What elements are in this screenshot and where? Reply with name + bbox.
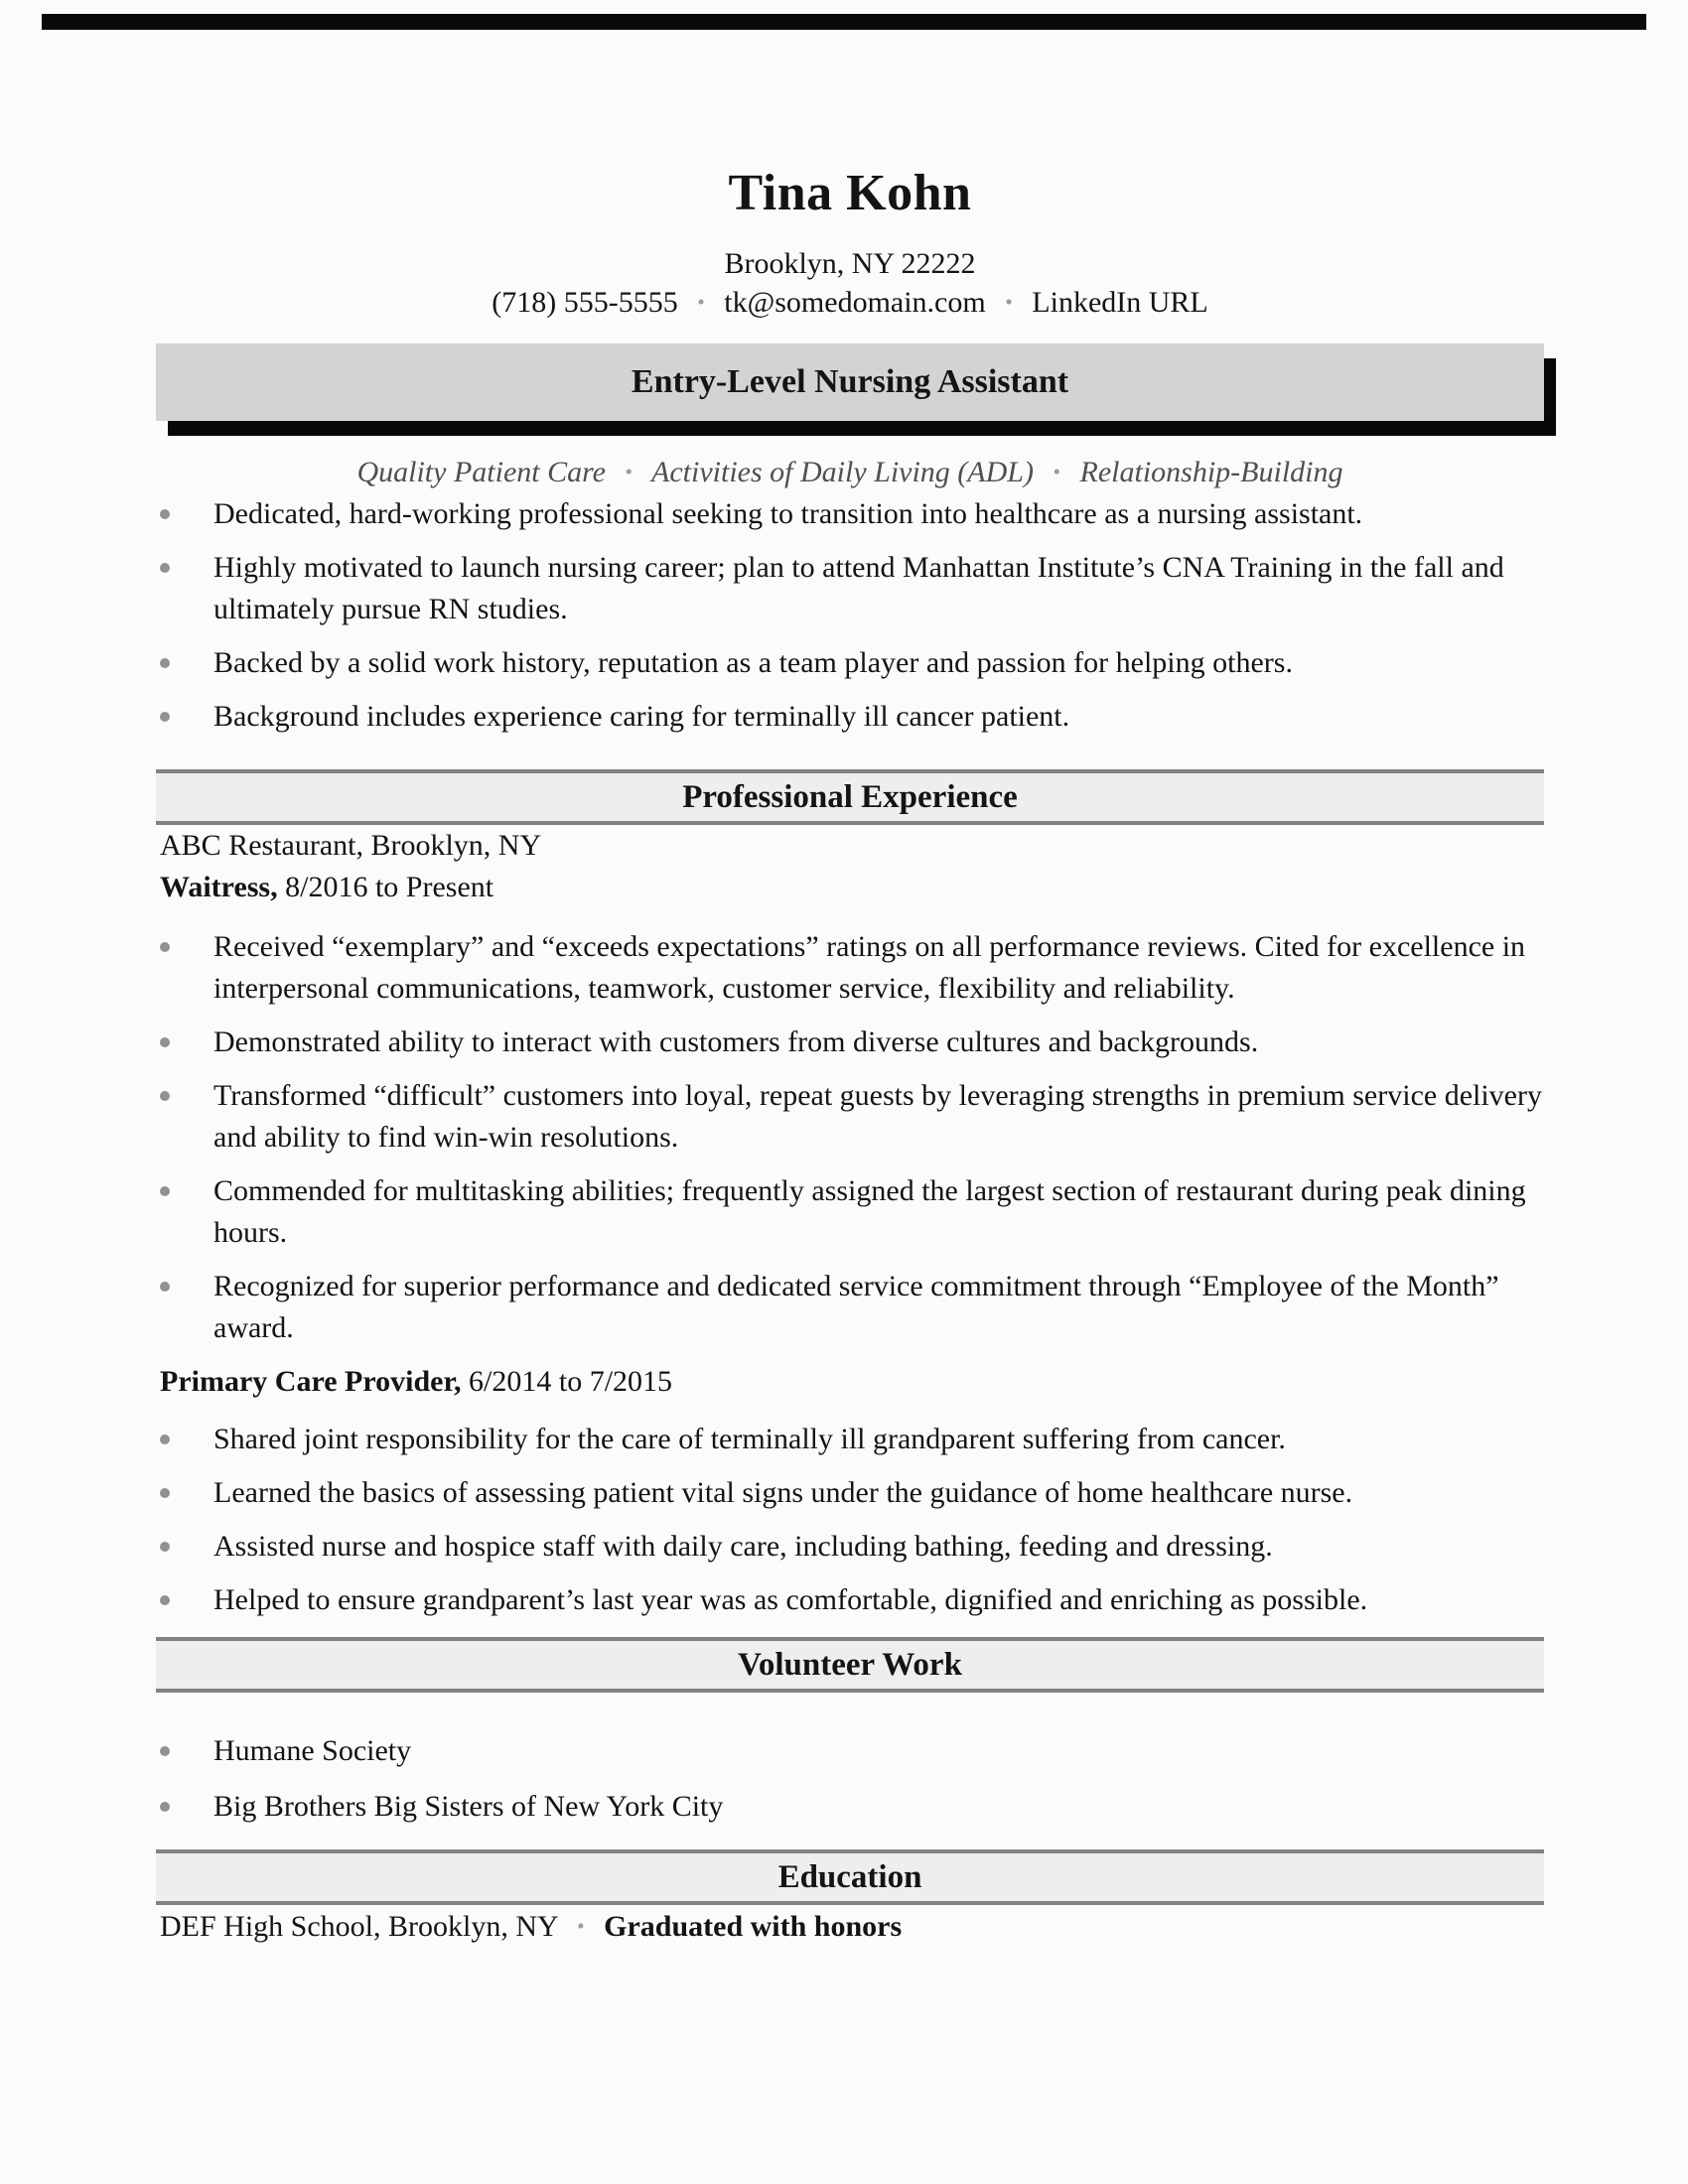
volunteer-bullet: Humane Society xyxy=(156,1730,1544,1772)
role-dates: 6/2014 to 7/2015 xyxy=(469,1365,673,1398)
experience-bullet: Learned the basics of assessing patient vital signs under the guidance of home healthcare nurse. xyxy=(156,1472,1544,1514)
company-line: ABC Restaurant, Brooklyn, NY xyxy=(160,829,542,862)
experience-bullet: Commended for multitasking abilities; frequently assigned the largest section of restaurant during peak dining hours. xyxy=(156,1170,1544,1254)
summary-bullet: Dedicated, hard-working professional seeking to transition into healthcare as a nursing assistant. xyxy=(156,493,1544,535)
summary-bullet: Backed by a solid work history, reputation as a team player and passion for helping others. xyxy=(156,642,1544,684)
location-line: Brooklyn, NY 22222 xyxy=(724,247,976,280)
banner-title: Entry-Level Nursing Assistant xyxy=(631,363,1069,400)
experience-bullet: Demonstrated ability to interact with customers from diverse cultures and backgrounds. xyxy=(156,1022,1544,1063)
section-title: Education xyxy=(777,1859,922,1895)
bullet-separator-icon: • xyxy=(1053,460,1061,483)
experience-bullet-list xyxy=(156,926,1544,1349)
resume-content xyxy=(156,0,1544,1948)
job-title-banner xyxy=(156,343,1544,421)
candidate-name: Tina Kohn xyxy=(728,165,972,221)
bullet-separator-icon: • xyxy=(625,460,633,483)
summary-bullet: Highly motivated to launch nursing career; plan to attend Manhattan Institute’s CNA Training in the fall and ultimately pursue RN studies. xyxy=(156,547,1544,630)
school-text: DEF High School, Brooklyn, NY xyxy=(160,1910,558,1943)
role-line-waitress xyxy=(156,867,1544,908)
section-title: Volunteer Work xyxy=(738,1647,962,1683)
bullet-separator-icon: • xyxy=(1005,290,1013,314)
section-header-volunteer xyxy=(156,1637,1544,1693)
experience-bullet: Helped to ensure grandparent’s last year was as comfortable, dignified and enriching as possible. xyxy=(156,1579,1544,1621)
volunteer-list xyxy=(156,1730,1544,1828)
summary-bullet: Background includes experience caring for terminally ill cancer patient. xyxy=(156,696,1544,738)
skill-item: Quality Patient Care xyxy=(356,456,606,488)
bullet-separator-icon: • xyxy=(577,1914,585,1938)
section-title: Professional Experience xyxy=(682,779,1018,815)
education-line xyxy=(156,1905,1544,1948)
role-title: Waitress, xyxy=(160,871,278,903)
experience-bullet: Recognized for superior performance and dedicated service commitment through “Employee of the Month” award. xyxy=(156,1266,1544,1349)
experience-bullet-list xyxy=(156,1419,1544,1621)
experience-bullet: Received “exemplary” and “exceeds expectations” ratings on all performance reviews. Cited for excellence in interpersonal communications, teamwork, customer service, flexibility and reliability. xyxy=(156,926,1544,1010)
experience-bullet: Transformed “difficult” customers into loyal, repeat guests by leveraging strengths in premium service delivery and ability to find win-win resolutions. xyxy=(156,1075,1544,1159)
linkedin-text: LinkedIn URL xyxy=(1032,286,1208,319)
contact-line xyxy=(156,284,1544,321)
experience-bullet: Assisted nurse and hospice staff with daily care, including bathing, feeding and dressing. xyxy=(156,1526,1544,1568)
section-header-experience xyxy=(156,769,1544,825)
honors-text: Graduated with honors xyxy=(604,1910,903,1943)
email-text: tk@somedomain.com xyxy=(724,286,986,319)
skills-highlight-line xyxy=(156,453,1544,491)
phone-text: (718) 555-5555 xyxy=(492,286,678,319)
role-title: Primary Care Provider, xyxy=(160,1365,462,1398)
skill-item: Activities of Daily Living (ADL) xyxy=(651,456,1034,488)
skill-item: Relationship-Building xyxy=(1079,456,1343,488)
summary-list xyxy=(156,493,1544,738)
bullet-separator-icon: • xyxy=(697,290,705,314)
role-line-caregiver xyxy=(156,1361,1544,1403)
section-header-education xyxy=(156,1849,1544,1905)
volunteer-bullet: Big Brothers Big Sisters of New York City xyxy=(156,1786,1544,1828)
role-dates: 8/2016 to Present xyxy=(285,871,494,903)
experience-bullet: Shared joint responsibility for the care of terminally ill grandparent suffering from cancer. xyxy=(156,1419,1544,1460)
